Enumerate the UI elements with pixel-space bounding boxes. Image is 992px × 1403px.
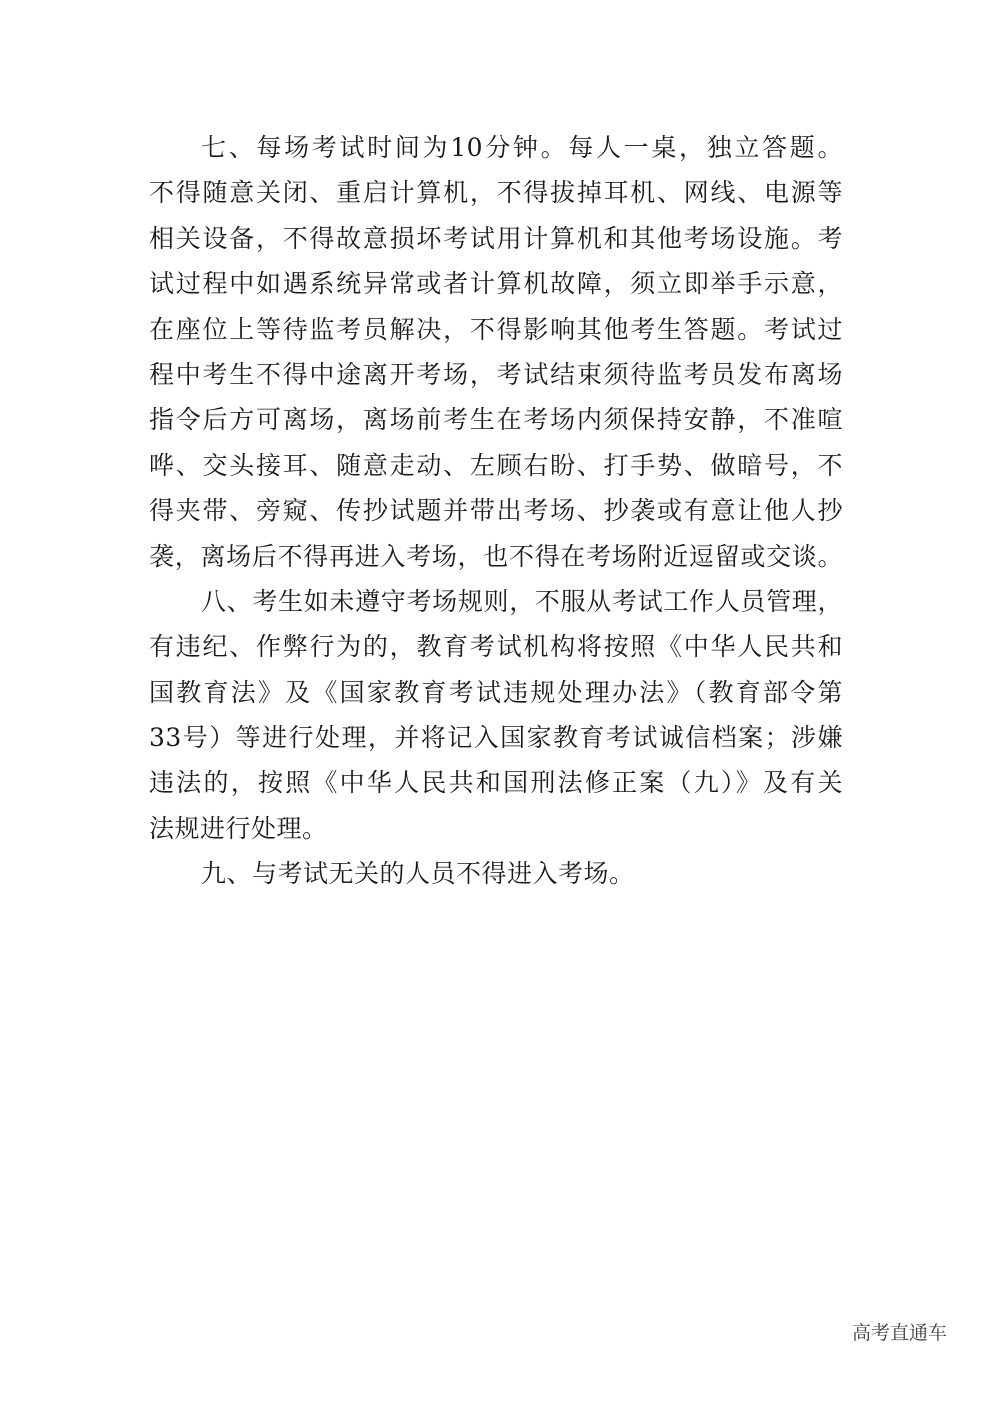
text-line: 程中考生不得中途离开考场，考试结束须待监考员发布离场	[149, 359, 843, 389]
paragraph-rule-8	[149, 579, 843, 851]
text-line: 袭，离场后不得再进入考场，也不得在考场附近逗留或交谈。	[149, 541, 843, 571]
text-line: 法规进行处理。	[149, 813, 328, 843]
text-line: 在座位上等待监考员解决，不得影响其他考生答题。考试过	[149, 314, 843, 344]
text-line: 哗、交头接耳、随意走动、左顾右盼、打手势、做暗号，不	[149, 450, 843, 480]
watermark-text: 高考直通车	[852, 1322, 948, 1344]
text-line: 有违纪、作弊行为的，教育考试机构将按照《中华人民共和	[149, 632, 843, 662]
text-line: 国教育法》及《国家教育考试违规处理办法》（教育部令第	[149, 677, 843, 707]
text-line: 33号）等进行处理，并将记入国家教育考试诚信档案；涉嫌	[149, 723, 843, 753]
paragraph-rule-7	[149, 125, 843, 579]
text-line: 相关设备，不得故意损坏考试用计算机和其他考场设施。考	[149, 223, 843, 253]
text-line: 得夹带、旁窥、传抄试题并带出考场、抄袭或有意让他人抄	[149, 496, 843, 526]
text-line: 违法的，按照《中华人民共和国刑法修正案（九）》及有关	[149, 768, 843, 798]
text-line: 指令后方可离场，离场前考生在考场内须保持安静，不准喧	[149, 405, 843, 435]
text-line: 九、与考试无关的人员不得进入考场。	[201, 859, 635, 889]
text-line: 不得随意关闭、重启计算机，不得拔掉耳机、网线、电源等	[149, 178, 843, 208]
document-body	[149, 125, 843, 897]
text-line: 八、考生如未遵守考场规则，不服从考试工作人员管理，	[201, 586, 843, 616]
text-line: 试过程中如遇系统异常或者计算机故障，须立即举手示意，	[149, 269, 843, 299]
paragraph-rule-9	[149, 851, 843, 896]
text-line: 七、每场考试时间为10分钟。每人一桌，独立答题。	[201, 133, 843, 162]
